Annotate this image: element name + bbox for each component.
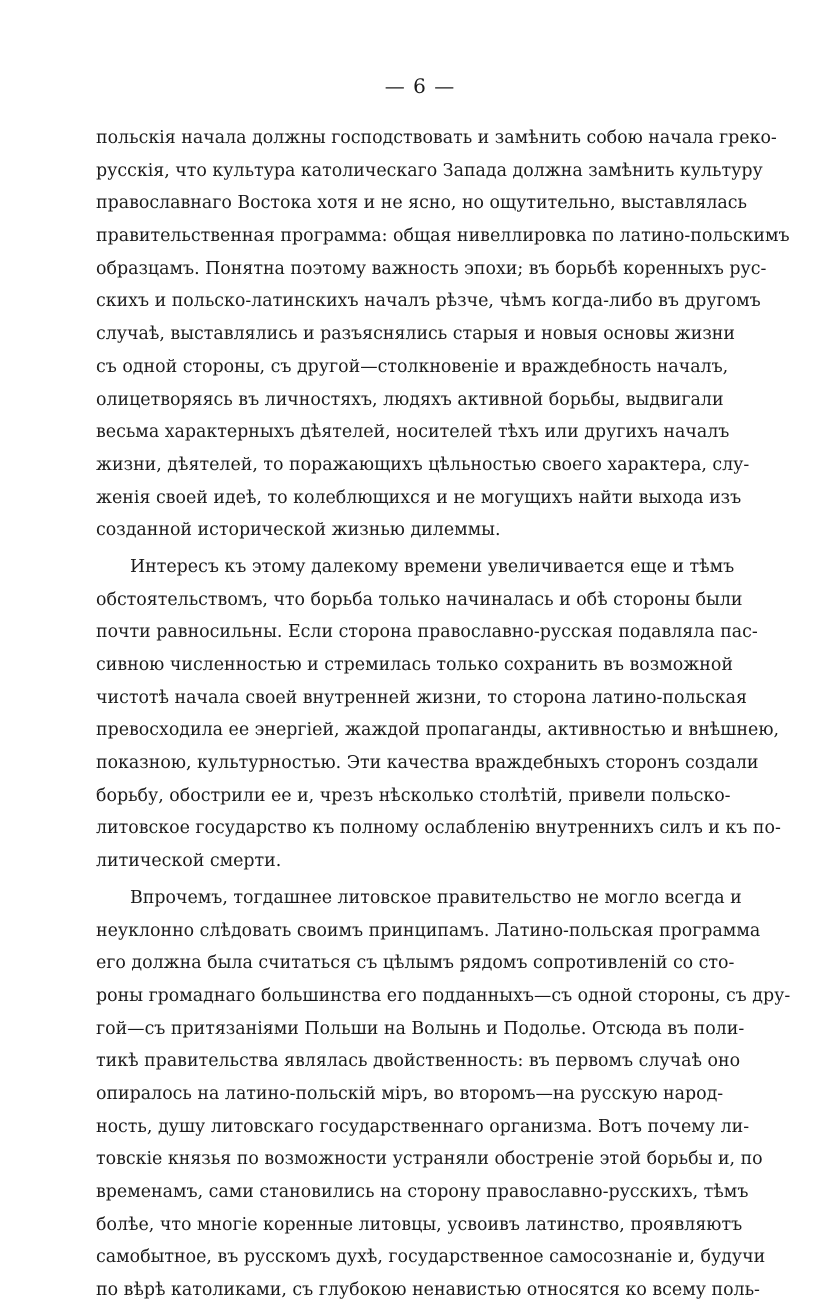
text-line: образцамъ. Понятна поэтому важность эпохи; въ борьбѣ коренныхъ рус- [96, 258, 767, 279]
text-line: опиралось на латино-польскій міръ, во второмъ—на русскую народ- [96, 1083, 724, 1104]
text-line: православнаго Востока хотя и не ясно, но ощутительно, выставлялась [96, 193, 747, 214]
paragraph-1 [96, 122, 790, 547]
text-line: борьбу, обострили ее и, чрезъ нѣсколько столѣтій, привели польско- [96, 785, 731, 806]
text-line: ность, душу литовскаго государственнаго организма. Вотъ почему ли- [96, 1116, 750, 1137]
text-line: созданной исторической жизнью дилеммы. [96, 520, 501, 541]
text-line: показною, культурностью. Эти качества враждебныхъ сторонъ создали [96, 753, 759, 774]
text-line: съ одной стороны, съ другой—столкновеніе и враждебность началъ, [96, 356, 729, 377]
text-line: женія своей идеѣ, то колеблющихся и не могущихъ найти выхода изъ [96, 487, 742, 508]
text-line: обстоятельствомъ, что борьба только начиналась и обѣ стороны были [96, 589, 743, 610]
text-line: почти равносильны. Если сторона православно-русская подавляла пас- [96, 622, 758, 643]
paragraph-3 [96, 882, 791, 1307]
text-line: олицетворяясь въ личностяхъ, людяхъ активной борьбы, выдвигали [96, 389, 724, 410]
text-line: сивною численностью и стремилась только сохранить въ возможной [96, 655, 733, 675]
text-line: превосходила ее энергіей, жаждой пропаганды, активностью и внѣшнею, [96, 720, 780, 741]
text-line: неуклонно слѣдовать своимъ принципамъ. Латино-польская программа [96, 920, 761, 941]
text-line: русскія, что культура католическаго Запада должна замѣнить культуру [96, 160, 763, 181]
text-line: его должна была считаться съ цѣлымъ рядомъ сопротивленій со сто- [96, 953, 735, 974]
text-line: по вѣрѣ католиками, съ глубокою ненавистью относятся ко всему поль- [96, 1280, 760, 1301]
text-line: литовское государство къ полному ослабленію внутреннихъ силъ и къ по- [96, 818, 781, 839]
text-line: Впрочемъ, тогдашнее литовское правительство не могло всегда и [130, 887, 742, 908]
text-line: правительственная программа: общая нивеллировка по латино-польскимъ [96, 226, 790, 247]
text-line: весьма характерныхъ дѣятелей, носителей тѣхъ или другихъ началъ [96, 422, 730, 443]
text-line: болѣе, что многіе коренные литовцы, усвоивъ латинство, проявляютъ [96, 1214, 743, 1235]
text-line: самобытное, въ русскомъ духѣ, государственное самосознаніе и, будучи [96, 1247, 766, 1268]
text-line: польскія начала должны господствовать и замѣнить собою начала греко- [96, 128, 777, 148]
paragraph-2 [96, 551, 781, 878]
text-line: скихъ и польско-латинскихъ началъ рѣзче, чѣмъ когда-либо въ другомъ [96, 291, 761, 312]
text-line: чистотѣ начала своей внутренней жизни, то сторона латино-польская [96, 687, 747, 708]
text-line: тикѣ правительства являлась двойственность: въ первомъ случаѣ оно [96, 1051, 741, 1072]
text-line: случаѣ, выставлялись и разъяснялись старыя и новыя основы жизни [96, 324, 735, 345]
text-line: литической смерти. [96, 851, 282, 872]
text-line: товскіе князья по возможности устраняли обостреніе этой борьбы и, по [96, 1149, 763, 1170]
text-line: жизни, дѣятелей, то поражающихъ цѣльностью своего характера, слу- [96, 454, 750, 475]
text-line: роны громаднаго большинства его подданныхъ—съ одной стороны, съ дру- [96, 985, 791, 1006]
text-line: временамъ, сами становились на сторону православно-русскихъ, тѣмъ [96, 1182, 749, 1202]
text-body [96, 122, 791, 1307]
page-number: — 6 — [384, 74, 456, 98]
text-line: Интересъ къ этому далекому времени увеличивается еще и тѣмъ [130, 556, 735, 577]
text-line: гой—съ притязаніями Польши на Волынь и Подолье. Отсюда въ поли- [96, 1018, 745, 1039]
